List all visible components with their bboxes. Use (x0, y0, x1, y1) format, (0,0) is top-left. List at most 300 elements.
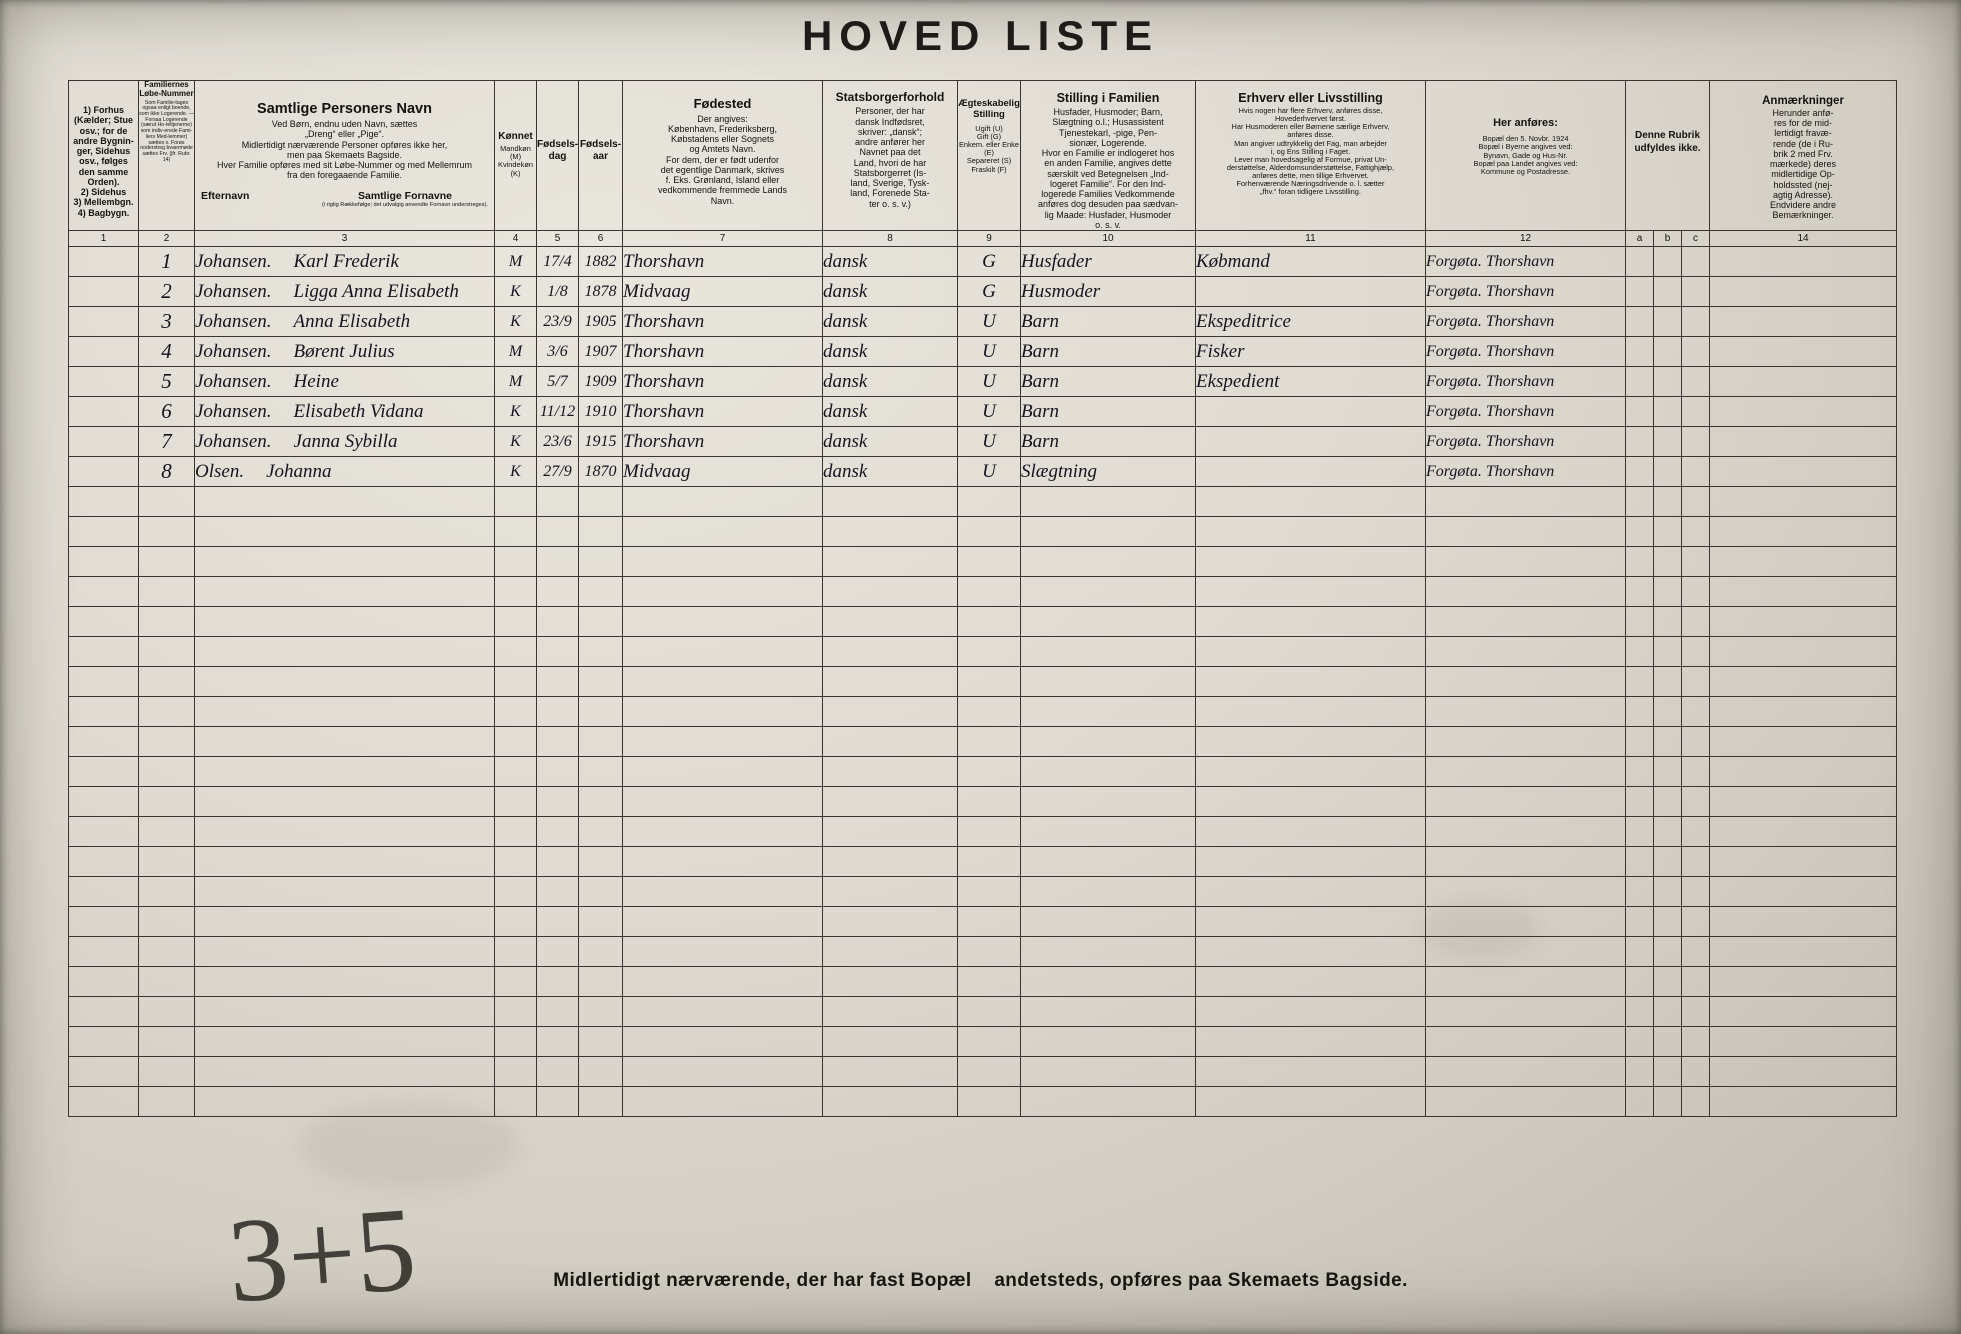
cell-fodselsaar-empty (579, 607, 623, 637)
cell-rubrik-c (1682, 277, 1710, 307)
cell-bopael-empty (1426, 1087, 1626, 1117)
cell-anmaerkninger-empty (1710, 727, 1897, 757)
header-stilling-title: Stilling i Familien (1056, 91, 1160, 105)
table-row-empty (69, 667, 1897, 697)
cell-fornavne: Elisabeth Vidana (293, 401, 424, 422)
cell-fodested-empty (623, 817, 823, 847)
cell-statsborger-empty (823, 847, 958, 877)
cell-fodselsaar-empty (579, 1057, 623, 1087)
cell-navn-empty (195, 697, 495, 727)
cell-bopael: Forgøta. Thorshavn (1426, 427, 1626, 457)
cell-rubrik-a-empty (1626, 667, 1654, 697)
header-stats-line-9: ter o. s. v.) (869, 198, 911, 209)
cell-bopael-empty (1426, 877, 1626, 907)
header-bopael-line-4: Kommune og Postadresse. (1480, 166, 1571, 176)
cell-anmaerkninger-empty (1710, 817, 1897, 847)
header-stilling-line-4: Hvor en Familie er indlogeret hos (1041, 148, 1175, 158)
census-table (68, 80, 1897, 1117)
header-familienr-title: Familiernes Løbe-Nummer (139, 80, 194, 98)
cell-fodselsdag-empty (537, 1057, 579, 1087)
cell-forhus-empty (69, 727, 139, 757)
cell-erhverv-empty (1196, 937, 1426, 967)
cell-forhus (69, 277, 139, 307)
header-col-konnet (495, 81, 537, 231)
cell-fodested-empty (623, 787, 823, 817)
cell-rubrik-a (1626, 247, 1654, 277)
cell-stilling-empty (1021, 697, 1196, 727)
cell-konnet-empty (495, 937, 537, 967)
cell-fodested-empty (623, 1057, 823, 1087)
cell-erhverv: Fisker (1196, 337, 1426, 367)
header-navn-line-3: men paa Skemaets Bagside. (286, 149, 403, 160)
cell-konnet: M (495, 247, 537, 277)
cell-forhus-empty (69, 517, 139, 547)
cell-rubrik-a (1626, 397, 1654, 427)
cell-rubrik-a-empty (1626, 577, 1654, 607)
cell-aegteskabelig-empty (958, 547, 1021, 577)
cell-rubrik-a-empty (1626, 757, 1654, 787)
cell-rubrik-c-empty (1682, 997, 1710, 1027)
cell-rubrik-b-empty (1654, 547, 1682, 577)
cell-erhverv-empty (1196, 1057, 1426, 1087)
table-row-empty (69, 937, 1897, 967)
table-header-row (69, 81, 1897, 231)
cell-bopael-empty (1426, 817, 1626, 847)
cell-rubrik-c (1682, 337, 1710, 367)
table-row-empty (69, 967, 1897, 997)
cell-rubrik-b-empty (1654, 907, 1682, 937)
header-col-stilling-familien (1021, 81, 1196, 231)
header-erhverv-line-6: Lever man hovedsagelig af Formue, privat Un- (1234, 154, 1387, 164)
header-col-anmaerkninger (1710, 81, 1897, 231)
cell-stilling-empty (1021, 817, 1196, 847)
cell-bopael: Forgøta. Thorshavn (1426, 307, 1626, 337)
cell-lobenummer-empty (139, 577, 195, 607)
cell-fodselsdag-empty (537, 877, 579, 907)
cell-konnet-empty (495, 487, 537, 517)
cell-lobenummer-empty (139, 937, 195, 967)
cell-fodested: Midvaag (623, 457, 823, 487)
cell-rubrik-b-empty (1654, 787, 1682, 817)
cell-erhverv-empty (1196, 847, 1426, 877)
cell-aegteskabelig-empty (958, 967, 1021, 997)
table-row (69, 307, 1897, 337)
header-stats-line-1: dansk Indfødsret, (855, 116, 925, 127)
cell-lobenummer: 6 (139, 397, 195, 427)
cell-erhverv-empty (1196, 1087, 1426, 1117)
cell-navn (195, 367, 495, 397)
cell-fodselsaar: 1905 (579, 307, 623, 337)
cell-fodselsdag-empty (537, 787, 579, 817)
cell-stilling-empty (1021, 547, 1196, 577)
colnum-13a: a (1626, 231, 1654, 247)
cell-aegteskabelig: G (958, 277, 1021, 307)
cell-erhverv-empty (1196, 757, 1426, 787)
cell-stilling-empty (1021, 727, 1196, 757)
cell-stilling-empty (1021, 487, 1196, 517)
cell-lobenummer-empty (139, 607, 195, 637)
cell-navn-empty (195, 877, 495, 907)
cell-navn-empty (195, 547, 495, 577)
cell-lobenummer: 7 (139, 427, 195, 457)
cell-forhus (69, 247, 139, 277)
header-konnet-female: Kvindekøn (K) (498, 160, 533, 178)
cell-rubrik-b-empty (1654, 997, 1682, 1027)
header-fodested-line-3: og Amtets Navn. (689, 144, 756, 155)
cell-bopael-empty (1426, 907, 1626, 937)
cell-aegteskabelig-empty (958, 517, 1021, 547)
cell-erhverv (1196, 457, 1426, 487)
cell-stilling-empty (1021, 877, 1196, 907)
cell-fodselsaar-empty (579, 907, 623, 937)
cell-navn (195, 277, 495, 307)
header-anmaerk-line-9: Endvidere andre (1770, 200, 1837, 211)
header-erhverv-line-9: Forhenværende Næringsdrivende o. l. sætter (1236, 179, 1385, 189)
cell-fodselsdag: 11/12 (537, 397, 579, 427)
cell-anmaerkninger (1710, 397, 1897, 427)
cell-fodested: Thorshavn (623, 337, 823, 367)
cell-rubrik-b-empty (1654, 667, 1682, 697)
cell-konnet-empty (495, 637, 537, 667)
cell-fodselsdag: 27/9 (537, 457, 579, 487)
cell-rubrik-c-empty (1682, 877, 1710, 907)
cell-konnet-empty (495, 1027, 537, 1057)
cell-rubrik-c (1682, 397, 1710, 427)
cell-forhus-empty (69, 1027, 139, 1057)
cell-rubrik-b (1654, 397, 1682, 427)
header-aegte-line-1: Gift (G) (976, 131, 1002, 141)
cell-rubrik-b-empty (1654, 877, 1682, 907)
cell-stilling-empty (1021, 667, 1196, 697)
header-bopael-line-1: Bopæl i Byerne angives ved: (1478, 142, 1573, 152)
cell-anmaerkninger-empty (1710, 907, 1897, 937)
header-fodested-title: Fødested (693, 96, 752, 111)
cell-erhverv-empty (1196, 547, 1426, 577)
cell-erhverv-empty (1196, 517, 1426, 547)
header-aegte-line-2: Enkem. eller Enke (E) (959, 140, 1019, 158)
cell-fodselsaar-empty (579, 667, 623, 697)
cell-lobenummer-empty (139, 1027, 195, 1057)
cell-rubrik-a-empty (1626, 727, 1654, 757)
cell-rubrik-a-empty (1626, 517, 1654, 547)
cell-lobenummer-empty (139, 847, 195, 877)
cell-statsborger-empty (823, 607, 958, 637)
cell-aegteskabelig: U (958, 337, 1021, 367)
header-navn-line-0: Ved Børn, endnu uden Navn, sættes (271, 119, 418, 130)
cell-fodested-empty (623, 847, 823, 877)
cell-lobenummer-empty (139, 997, 195, 1027)
cell-rubrik-c (1682, 307, 1710, 337)
cell-rubrik-b (1654, 247, 1682, 277)
cell-lobenummer-empty (139, 967, 195, 997)
colnum-12: 12 (1426, 231, 1626, 247)
cell-fodselsdag: 1/8 (537, 277, 579, 307)
header-stilling-line-7: logeret Familie“. For den Ind- (1049, 178, 1167, 189)
table-row-empty (69, 487, 1897, 517)
header-forhus-line-1: (Kælder; Stue (73, 115, 133, 126)
cell-navn-empty (195, 757, 495, 787)
cell-rubrik-c-empty (1682, 697, 1710, 727)
header-stats-line-0: Personer, der har (855, 106, 925, 117)
cell-navn-empty (195, 727, 495, 757)
header-erhverv-line-7: derstøttelse, Alderdomsunderstøttelse, Fattighjælp, (1226, 162, 1395, 172)
cell-fodselsdag-empty (537, 727, 579, 757)
cell-stilling: Barn (1021, 337, 1196, 367)
cell-rubrik-b-empty (1654, 967, 1682, 997)
cell-fodselsdag-empty (537, 907, 579, 937)
cell-rubrik-c-empty (1682, 757, 1710, 787)
cell-stilling: Slægtning (1021, 457, 1196, 487)
cell-anmaerkninger (1710, 247, 1897, 277)
header-anmaerk-line-4: brik 2 med Frv. (1773, 148, 1833, 159)
cell-fodselsdag-empty (537, 997, 579, 1027)
table-row-empty (69, 1087, 1897, 1117)
cell-fodselsdag-empty (537, 607, 579, 637)
cell-aegteskabelig-empty (958, 847, 1021, 877)
header-fodested-line-1: København, Frederiksberg, (667, 123, 778, 134)
cell-bopael-empty (1426, 667, 1626, 697)
cell-rubrik-a-empty (1626, 937, 1654, 967)
cell-rubrik-c-empty (1682, 487, 1710, 517)
header-col-fodselsdag (537, 81, 579, 231)
header-stats-line-7: land, Sverige, Tysk- (850, 178, 930, 189)
cell-erhverv-empty (1196, 487, 1426, 517)
colnum-8: 8 (823, 231, 958, 247)
cell-rubrik-c (1682, 367, 1710, 397)
header-stilling-line-10: lig Maade: Husfader, Husmoder (1044, 209, 1172, 220)
cell-navn-empty (195, 667, 495, 697)
cell-aegteskabelig: G (958, 247, 1021, 277)
cell-aegteskabelig-empty (958, 877, 1021, 907)
cell-anmaerkninger (1710, 277, 1897, 307)
cell-rubrik-a (1626, 427, 1654, 457)
cell-bopael-empty (1426, 547, 1626, 577)
cell-forhus-empty (69, 997, 139, 1027)
colnum-7: 7 (623, 231, 823, 247)
cell-stilling: Husfader (1021, 247, 1196, 277)
cell-bopael: Forgøta. Thorshavn (1426, 367, 1626, 397)
cell-anmaerkninger (1710, 427, 1897, 457)
header-stilling-line-11: o. s. v. (1095, 219, 1121, 230)
cell-anmaerkninger-empty (1710, 1057, 1897, 1087)
header-erhverv-line-2: Har Husmoderen eller Børnene særlige Erhverv, (1231, 122, 1390, 132)
header-forhus-line-6: den samme (78, 166, 129, 177)
cell-aegteskabelig: U (958, 427, 1021, 457)
cell-forhus (69, 427, 139, 457)
cell-fodselsdag-empty (537, 1087, 579, 1117)
cell-fodselsaar-empty (579, 487, 623, 517)
colnum-10: 10 (1021, 231, 1196, 247)
cell-aegteskabelig-empty (958, 817, 1021, 847)
cell-rubrik-b (1654, 457, 1682, 487)
cell-rubrik-b-empty (1654, 487, 1682, 517)
table-row-empty (69, 607, 1897, 637)
header-navn-line-2: Midlertidigt nærværende Personer opføres ikke her, (241, 139, 448, 150)
cell-navn-empty (195, 847, 495, 877)
cell-fodested-empty (623, 487, 823, 517)
cell-fodested: Midvaag (623, 277, 823, 307)
cell-statsborger-empty (823, 727, 958, 757)
cell-lobenummer-empty (139, 487, 195, 517)
cell-fodselsdag-empty (537, 547, 579, 577)
cell-fodselsaar-empty (579, 697, 623, 727)
cell-fodselsaar: 1870 (579, 457, 623, 487)
cell-erhverv-empty (1196, 577, 1426, 607)
header-stats-line-4: Navnet paa det (859, 147, 921, 158)
header-forhus-line-8: 2) Sidehus (80, 187, 127, 197)
cell-fodselsaar-empty (579, 637, 623, 667)
cell-stilling-empty (1021, 997, 1196, 1027)
cell-bopael: Forgøta. Thorshavn (1426, 457, 1626, 487)
cell-rubrik-b-empty (1654, 1087, 1682, 1117)
cell-stilling-empty (1021, 1087, 1196, 1117)
cell-anmaerkninger (1710, 457, 1897, 487)
cell-lobenummer-empty (139, 727, 195, 757)
cell-stilling-empty (1021, 847, 1196, 877)
header-fodselsdag-title: Fødsels-dag (537, 139, 579, 162)
cell-statsborger-empty (823, 487, 958, 517)
header-erhverv-line-5: i, og Ens Stilling i Faget. (1270, 146, 1351, 156)
cell-stilling-empty (1021, 757, 1196, 787)
cell-rubrik-b-empty (1654, 817, 1682, 847)
header-col-familienr (139, 81, 195, 231)
cell-lobenummer-empty (139, 547, 195, 577)
table-row-empty (69, 787, 1897, 817)
cell-anmaerkninger (1710, 367, 1897, 397)
cell-erhverv-empty (1196, 907, 1426, 937)
cell-rubrik-b (1654, 307, 1682, 337)
cell-konnet-empty (495, 1087, 537, 1117)
cell-aegteskabelig: U (958, 307, 1021, 337)
table-row-empty (69, 997, 1897, 1027)
cell-fodested-empty (623, 607, 823, 637)
cell-aegteskabelig-empty (958, 487, 1021, 517)
header-anmaerk-line-8: agtig Adresse). (1773, 189, 1834, 200)
cell-rubrik-b-empty (1654, 697, 1682, 727)
cell-forhus-empty (69, 847, 139, 877)
cell-aegteskabelig: U (958, 367, 1021, 397)
cell-statsborger-empty (823, 667, 958, 697)
cell-lobenummer: 5 (139, 367, 195, 397)
cell-lobenummer: 3 (139, 307, 195, 337)
header-stilling-line-0: Husfader, Husmoder; Barn, (1053, 107, 1163, 117)
cell-fornavne: Børent Julius (293, 341, 395, 362)
cell-fodselsaar: 1909 (579, 367, 623, 397)
cell-fodested: Thorshavn (623, 307, 823, 337)
header-forhus-line-7: Orden). (87, 176, 120, 187)
cell-forhus-empty (69, 487, 139, 517)
header-anmaerk-line-5: mærkede) deres (1770, 159, 1837, 170)
cell-fodselsdag-empty (537, 577, 579, 607)
header-efternavn-label: Efternavn (201, 189, 250, 202)
cell-fodested-empty (623, 547, 823, 577)
cell-rubrik-c-empty (1682, 607, 1710, 637)
header-fodested-line-0: Der angives: (697, 113, 748, 124)
cell-navn-empty (195, 577, 495, 607)
cell-konnet: M (495, 337, 537, 367)
header-col-bopael (1426, 81, 1626, 231)
cell-rubrik-b (1654, 277, 1682, 307)
cell-konnet-empty (495, 847, 537, 877)
cell-fodselsaar-empty (579, 577, 623, 607)
cell-fodested-empty (623, 727, 823, 757)
header-erhverv-line-0: Hvis nogen har flere Erhverv, anføres disse, (1238, 106, 1383, 115)
cell-anmaerkninger-empty (1710, 967, 1897, 997)
cell-erhverv-empty (1196, 637, 1426, 667)
table-row-empty (69, 517, 1897, 547)
header-erhverv-line-1: Hovederhvervet først. (1274, 114, 1347, 124)
cell-fornavne: Karl Frederik (293, 251, 399, 272)
cell-rubrik-a-empty (1626, 547, 1654, 577)
pencil-annotation: 3+5 (223, 1181, 421, 1328)
colnum-14: 14 (1710, 231, 1897, 247)
cell-stilling: Husmoder (1021, 277, 1196, 307)
cell-forhus (69, 397, 139, 427)
cell-lobenummer-empty (139, 787, 195, 817)
cell-statsborger: dansk (823, 457, 958, 487)
header-anmaerk-line-10: Bemærkninger. (1772, 210, 1834, 221)
header-bopael-line-2: Bynavn, Gade og Hus-Nr. (1483, 150, 1568, 160)
cell-rubrik-a-empty (1626, 967, 1654, 997)
cell-fodselsaar: 1878 (579, 277, 623, 307)
cell-fodselsdag-empty (537, 637, 579, 667)
page-title: HOVED LISTE (801, 12, 1160, 59)
cell-fodselsaar-empty (579, 547, 623, 577)
header-konnet-male: Mandkøn (M) (500, 144, 531, 162)
cell-navn (195, 337, 495, 367)
cell-forhus-empty (69, 757, 139, 787)
cell-fodselsaar-empty (579, 787, 623, 817)
cell-konnet-empty (495, 997, 537, 1027)
header-stilling-line-2: Tjenestekarl, -pige, Pen- (1058, 127, 1158, 138)
cell-stilling-empty (1021, 787, 1196, 817)
cell-statsborger-empty (823, 817, 958, 847)
cell-fodselsdag-empty (537, 757, 579, 787)
cell-konnet: M (495, 367, 537, 397)
cell-aegteskabelig-empty (958, 1087, 1021, 1117)
cell-stilling-empty (1021, 637, 1196, 667)
cell-aegteskabelig-empty (958, 997, 1021, 1027)
header-anmaerk-line-1: res for de mid- (1774, 118, 1833, 129)
cell-rubrik-a (1626, 337, 1654, 367)
cell-fodested-empty (623, 1087, 823, 1117)
cell-konnet-empty (495, 547, 537, 577)
cell-rubrik-c-empty (1682, 637, 1710, 667)
cell-konnet-empty (495, 907, 537, 937)
cell-stilling-empty (1021, 907, 1196, 937)
header-fodested-line-8: Navn. (710, 195, 735, 206)
header-fornavne-label: Samtlige Fornavne (358, 189, 452, 202)
cell-statsborger: dansk (823, 337, 958, 367)
cell-statsborger: dansk (823, 397, 958, 427)
cell-rubrik-c-empty (1682, 907, 1710, 937)
cell-anmaerkninger-empty (1710, 547, 1897, 577)
header-erhverv-line-10: „fhv.“ foran tidligere Livsstilling. (1260, 187, 1361, 197)
header-col-fodested (623, 81, 823, 231)
header-fodested-line-4: For dem, der er født udenfor (665, 154, 780, 165)
cell-lobenummer-empty (139, 877, 195, 907)
table-row (69, 367, 1897, 397)
cell-rubrik-b-empty (1654, 937, 1682, 967)
header-stats-line-8: land, Forenede Sta- (850, 188, 930, 199)
cell-forhus-empty (69, 637, 139, 667)
header-col-denne-rubrik (1626, 81, 1710, 231)
cell-rubrik-a-empty (1626, 637, 1654, 667)
cell-fodselsaar: 1907 (579, 337, 623, 367)
cell-fodselsaar: 1910 (579, 397, 623, 427)
cell-fodselsdag-empty (537, 487, 579, 517)
cell-fodested-empty (623, 1027, 823, 1057)
